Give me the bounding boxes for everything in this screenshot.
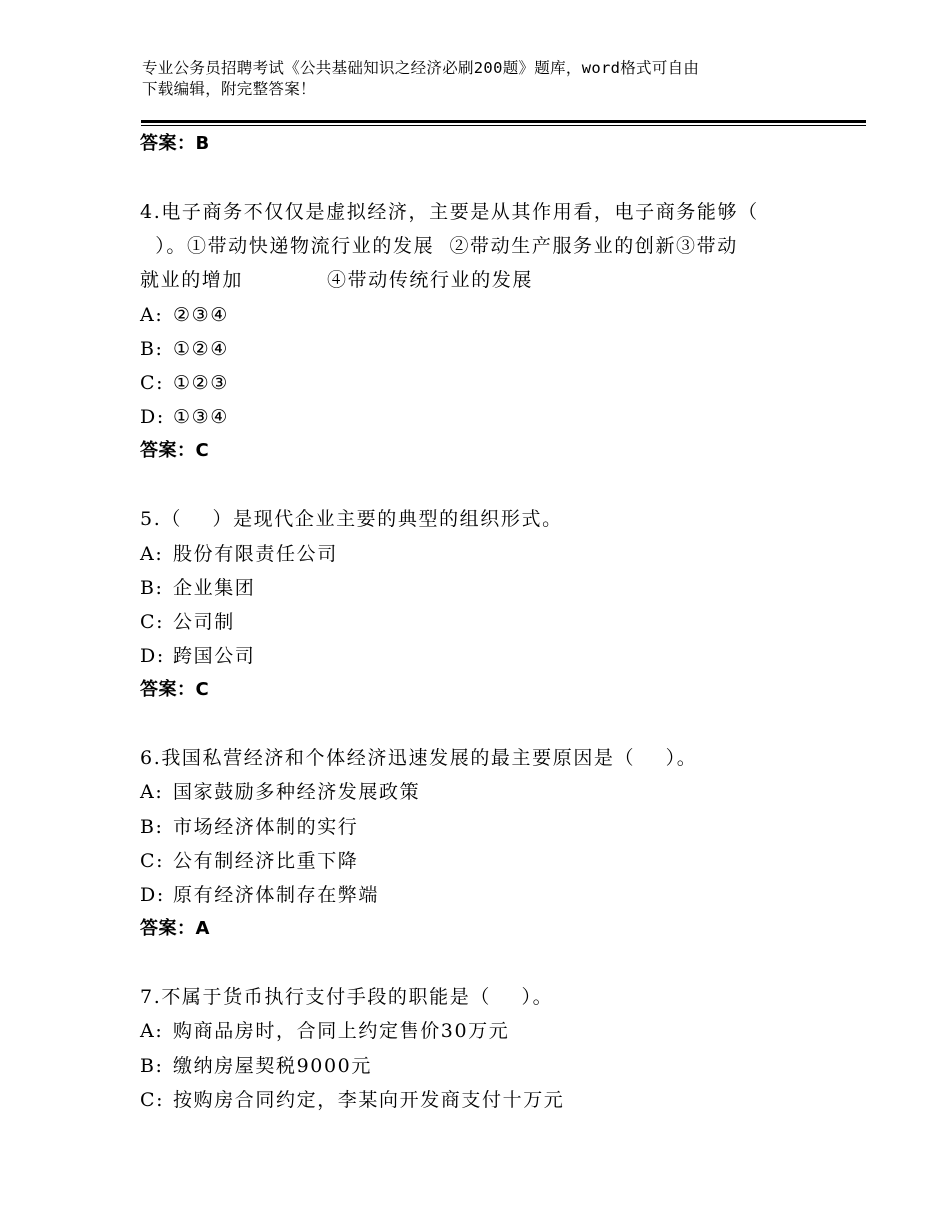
option-letter: D:	[140, 406, 165, 429]
document-header	[142, 58, 802, 100]
option-letter: C:	[140, 610, 165, 633]
option-text: 缴纳房屋契税9000元	[173, 1054, 372, 1077]
spacer	[140, 161, 820, 195]
option-text: 公司制	[173, 610, 235, 633]
answer-option	[140, 332, 820, 366]
question-stem-line: 4.电子商务不仅仅是虚拟经济，主要是从其作用看，电子商务能够（	[140, 201, 759, 223]
option-text: 公有制经济比重下降	[173, 849, 359, 872]
option-letter: B:	[140, 815, 164, 838]
answer-option	[140, 775, 820, 809]
header-rule-thick	[141, 120, 866, 123]
option-text: ①②③	[173, 371, 229, 394]
option-text: ①②④	[173, 337, 229, 360]
answer-key: 答案：C	[140, 440, 210, 462]
option-text: 企业集团	[173, 576, 256, 599]
question-stem-line: 就业的增加 ④带动传统行业的发展	[140, 269, 534, 292]
option-text: 股份有限责任公司	[173, 542, 338, 565]
answer-option	[140, 298, 820, 332]
answer-option	[140, 1014, 820, 1048]
answer-option	[140, 366, 820, 400]
option-text: 市场经济体制的实行	[173, 815, 359, 838]
answer-option	[140, 878, 820, 912]
question-stem-line: ）。①带动快递物流行业的发展 ②带动生产服务业的创新③带动	[140, 235, 738, 258]
spacer	[140, 707, 820, 741]
option-letter: B:	[140, 576, 164, 599]
option-letter: B:	[140, 1054, 164, 1077]
question-block	[140, 741, 820, 980]
previous-answer: 答案：B	[140, 133, 210, 154]
header-line-2: 下载编辑，附完整答案！	[142, 80, 316, 98]
question-list	[140, 127, 820, 1117]
question-block	[140, 502, 820, 741]
option-letter: A:	[140, 1020, 164, 1043]
answer-option	[140, 810, 820, 844]
answer-option	[140, 571, 820, 605]
spacer	[140, 946, 820, 980]
option-text: 购商品房时，合同上约定售价30万元	[173, 1020, 510, 1043]
option-text: ①③④	[173, 406, 229, 429]
question-stem-line: 5.（ ）是现代企业主要的典型的组织形式。	[140, 508, 563, 531]
header-rule-thin	[141, 125, 866, 126]
header-line-1: 专业公务员招聘考试《公共基础知识之经济必刷200题》题库，word格式可自由	[142, 59, 700, 77]
option-text: 按购房合同约定，李某向开发商支付十万元	[173, 1088, 565, 1111]
option-letter: B:	[140, 337, 164, 360]
option-letter: C:	[140, 849, 165, 872]
option-letter: C:	[140, 1088, 165, 1111]
answer-key: 答案：C	[140, 679, 210, 701]
option-letter: C:	[140, 371, 165, 394]
option-text: ②③④	[173, 303, 229, 326]
question-block	[140, 980, 820, 1117]
question-stem-line: 7.不属于货币执行支付手段的职能是（ ）。	[140, 986, 554, 1009]
option-text: 跨国公司	[173, 645, 256, 668]
option-letter: A:	[140, 303, 164, 326]
option-letter: D:	[140, 884, 165, 906]
spacer	[140, 468, 820, 502]
questions-container	[140, 195, 820, 1117]
question-stem-line: 6.我国私营经济和个体经济迅速发展的最主要原因是（ ）。	[140, 747, 698, 770]
answer-option	[140, 605, 820, 639]
answer-option	[140, 1083, 820, 1117]
answer-option	[140, 537, 820, 571]
answer-option	[140, 639, 820, 673]
option-letter: D:	[140, 645, 165, 668]
answer-option	[140, 400, 820, 434]
answer-key: 答案：A	[140, 918, 210, 940]
option-text: 原有经济体制存在弊端	[173, 884, 380, 906]
question-block	[140, 195, 820, 502]
option-text: 国家鼓励多种经济发展政策	[173, 781, 421, 804]
answer-option	[140, 844, 820, 878]
option-letter: A:	[140, 781, 164, 804]
answer-option	[140, 1049, 820, 1083]
option-letter: A:	[140, 542, 164, 565]
